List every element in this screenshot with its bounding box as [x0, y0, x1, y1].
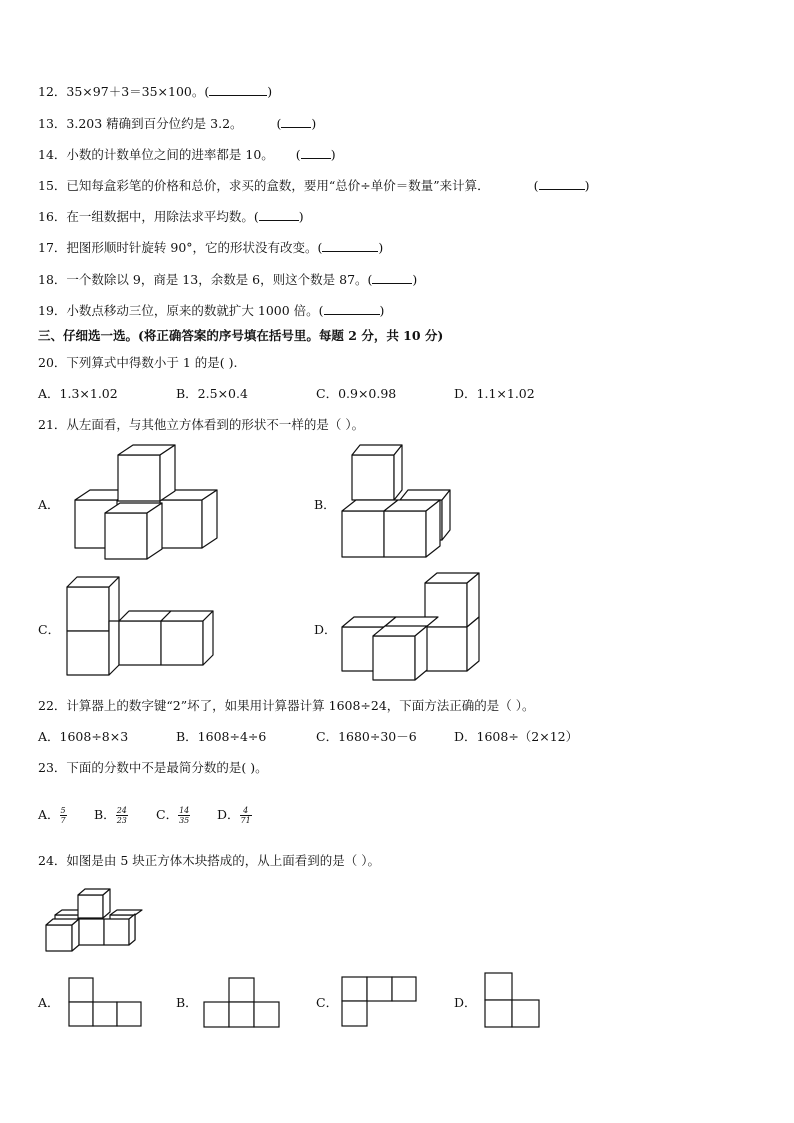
question-text: 已知每盒彩笔的价格和总价，求买的盒数，要用“总价÷单价＝数量”来计算． — [66, 178, 490, 193]
question-text: 一个数除以 9，商是 13，余数是 6，则这个数是 87。( — [66, 272, 373, 287]
denominator: 7 — [60, 816, 66, 825]
q24-label-b[interactable]: B． — [176, 995, 198, 1010]
question-19: 19．小数点移动三位，原来的数就扩大 1000 倍。( ) — [38, 303, 385, 318]
option-label: B． — [94, 807, 116, 822]
q20-option-c[interactable]: C．0.9×0.98 — [316, 386, 397, 401]
question-24-stem: 24．如图是由 5 块正方体木块搭成的，从上面看到的是（ ）。 — [38, 853, 381, 868]
denominator: 35 — [179, 816, 190, 825]
q22-option-c[interactable]: C．1680÷30－6 — [316, 729, 417, 744]
fraction — [178, 806, 190, 825]
denominator: 23 — [116, 816, 127, 825]
denominator: 71 — [240, 816, 251, 825]
answer-blank[interactable] — [281, 115, 311, 128]
q21-label-a[interactable]: A． — [38, 497, 60, 512]
numerator: 24 — [116, 806, 127, 815]
answer-blank[interactable] — [324, 302, 380, 315]
fraction — [60, 806, 67, 825]
question-23-stem: 23．下面的分数中不是最简分数的是( )。 — [38, 760, 268, 775]
q24-label-c[interactable]: C． — [316, 995, 339, 1010]
question-text: 35×97＋3＝35×100。( — [66, 84, 210, 99]
answer-blank[interactable] — [259, 208, 299, 221]
fraction — [240, 806, 252, 825]
question-number: 13． — [38, 116, 67, 131]
q23-option-a[interactable] — [38, 806, 67, 825]
numerator: 14 — [179, 806, 190, 815]
q21-label-d[interactable]: D． — [314, 622, 337, 637]
question-text: 3.203 精确到百分位约是 3.2。 — [66, 116, 243, 131]
q24-option-d-shape[interactable] — [0, 0, 1, 1]
question-22-stem: 22．计算器上的数字键“2”坏了，如果用计算器计算 1608÷24，下面方法正确的是（ ）。 — [38, 698, 535, 713]
question-number: 18． — [38, 272, 67, 287]
question-number: 12． — [38, 84, 67, 99]
question-number: 19． — [38, 303, 67, 318]
question-number: 15． — [38, 178, 67, 193]
question-18: 18．一个数除以 9，商是 13，余数是 6，则这个数是 87。( ) — [38, 272, 418, 287]
answer-blank[interactable] — [301, 146, 331, 159]
question-13: 13．3.203 精确到百分位约是 3.2。 ( ) — [38, 116, 317, 131]
numerator: 4 — [240, 806, 252, 816]
question-text: 小数的计数单位之间的进率都是 10。 — [66, 147, 274, 162]
q24-label-a[interactable]: A． — [38, 995, 60, 1010]
numerator: 5 — [60, 806, 66, 815]
q21-label-b[interactable]: B． — [314, 497, 336, 512]
q23-option-d[interactable] — [217, 806, 252, 825]
q23-option-b[interactable] — [94, 806, 128, 825]
question-number: 14． — [38, 147, 67, 162]
section-heading: 三、仔细选一选。(将正确答案的序号填在括号里。每题 2 分，共 10 分) — [38, 328, 444, 343]
fraction — [116, 806, 128, 825]
question-text: 小数点移动三位，原来的数就扩大 1000 倍。( — [66, 303, 324, 318]
option-label: C． — [156, 807, 179, 822]
question-text: 把图形顺时针旋转 90°，它的形状没有改变。( — [66, 240, 323, 255]
q21-label-c[interactable]: C． — [38, 622, 61, 637]
q24-label-d[interactable]: D． — [454, 995, 477, 1010]
question-number: 16． — [38, 209, 67, 224]
q22-option-a[interactable]: A．1608÷8×3 — [38, 729, 129, 744]
question-17: 17．把图形顺时针旋转 90°，它的形状没有改变。( ) — [38, 240, 384, 255]
q23-option-c[interactable] — [156, 806, 190, 825]
question-21-stem: 21．从左面看，与其他立方体看到的形状不一样的是（ ）。 — [38, 417, 365, 432]
answer-blank[interactable] — [322, 239, 378, 252]
option-label: D． — [217, 807, 240, 822]
answer-blank[interactable] — [539, 177, 585, 190]
question-12: 12．35×97＋3＝35×100。( ) — [38, 84, 273, 99]
q20-option-a[interactable]: A．1.3×1.02 — [38, 386, 118, 401]
q22-option-b[interactable]: B．1608÷4÷6 — [176, 729, 267, 744]
answer-blank[interactable] — [209, 83, 267, 96]
question-20-stem: 20．下列算式中得数小于 1 的是( ). — [38, 355, 238, 370]
answer-blank[interactable] — [372, 271, 412, 284]
question-text: 在一组数据中，用除法求平均数。( — [66, 209, 259, 224]
option-label: A． — [38, 807, 60, 822]
q22-option-d[interactable]: D．1608÷（2×12） — [454, 729, 579, 744]
q20-option-d[interactable]: D．1.1×1.02 — [454, 386, 535, 401]
q20-option-b[interactable]: B．2.5×0.4 — [176, 386, 248, 401]
question-16: 16．在一组数据中，用除法求平均数。( ) — [38, 209, 304, 224]
question-14: 14．小数的计数单位之间的进率都是 10。 ( ) — [38, 147, 336, 162]
question-15: 15．已知每盒彩笔的价格和总价，求买的盒数，要用“总价÷单价＝数量”来计算． ( ) — [38, 178, 590, 193]
question-number: 17． — [38, 240, 67, 255]
